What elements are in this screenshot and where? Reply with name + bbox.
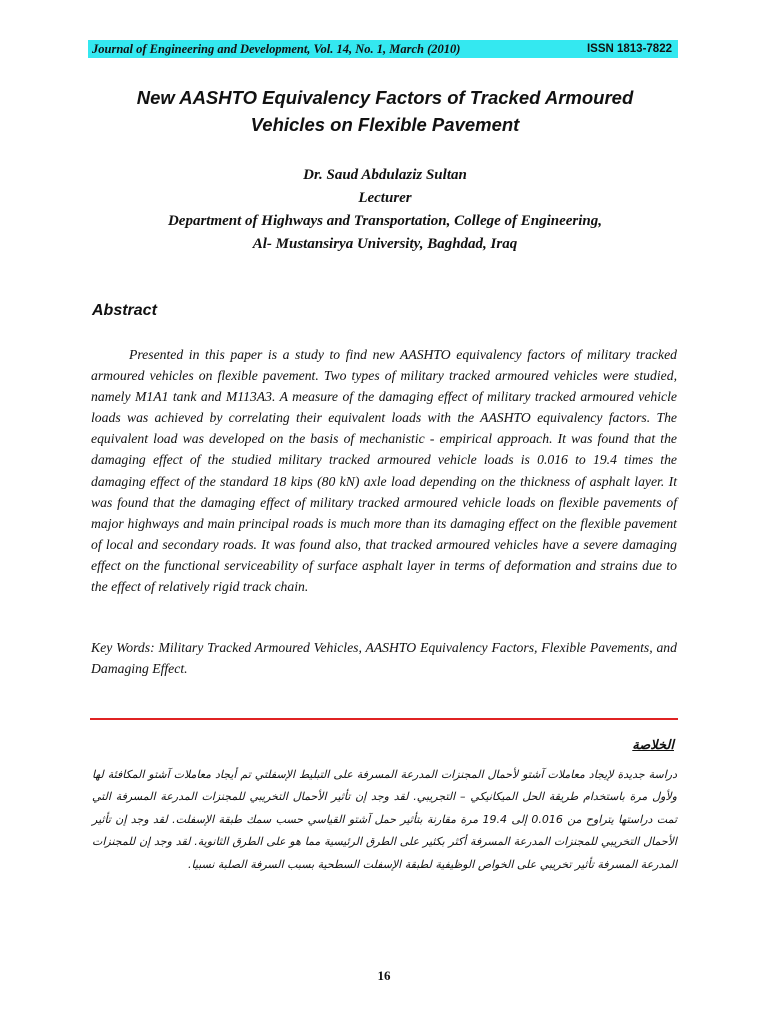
abstract-heading: Abstract xyxy=(92,302,157,319)
author-name: Dr. Saud Abdulaziz Sultan xyxy=(303,167,467,183)
author-position: Lecturer xyxy=(358,190,412,206)
paper-title xyxy=(90,84,680,138)
issn: ISSN 1813-7822 xyxy=(586,43,672,55)
title-line-1: New AASHTO Equivalency Factors of Tracked Armoured xyxy=(136,87,634,108)
journal-header xyxy=(88,40,678,58)
author-department: Department of Highways and Transportation, College of Engineering, xyxy=(167,213,603,229)
author-university: Al- Mustansirya University, Baghdad, Iraq xyxy=(252,236,518,252)
abstract-body: Presented in this paper is a study to find new AASHTO equivalency factors of military tracked armoured vehicles on flexible pavement. Two types of military tracked armoured vehicles were studied, namely M1A1 tank and M113A3. A measure of the damaging effect of military tracked armoured vehicle loads was achieved by correlating their equivalent loads with the AASHTO equivalency factors. The equivalent load was developed on the basis of mechanistic - empirical approach. It was found that the damaging effect of the studied military tracked armoured vehicle loads is 0.016 to 19.4 times the damaging effect of the standard 18 kips (80 kN) axle load depending on the thickness of asphalt layer. It was found that the damaging effect of military tracked armoured vehicle loads on flexible pavements of major highways and main principal roads is much more than its damaging effect on the flexible pavement of local and secondary roads. It was found also, that tracked armoured vehicles have a severe damaging effect on the functional serviceability of surface asphalt layer in terms of deformation and strains due to the effect of relatively rigid track chain. xyxy=(91,347,677,595)
journal-citation: Journal of Engineering and Development, Vol. 14, No. 1, March (2010) xyxy=(92,41,461,56)
section-divider xyxy=(90,718,678,720)
keywords: Key Words: Military Tracked Armoured Vehicles, AASHTO Equivalency Factors, Flexible Pavements, and Damaging Effect. xyxy=(91,640,677,677)
arabic-abstract-heading: الخلاصة xyxy=(632,738,674,753)
page-number: 16 xyxy=(377,968,391,983)
author-block xyxy=(90,164,680,256)
arabic-abstract-body: دراسة جديدة لإيجاد معاملات آشتو لأحمال المجنزات المدرعة المسرفة على التبليط الإسفلتي تم أيجاد معاملات آشتو المكافئة لها ولأول مرة باستخدام طريقة الحل الميكانيكي – التجريبي. لقد وجد إن تأثير الأحمال التخريبي للمجنزات المدرعة المسرفة التي تمت دراستها يتراوح من 0.016 إلى 19.4 مرة مقارنة بتأثير حمل آشتو القياسي حسب سمك طبقة الإسفلت. لقد وجد إن تأثير الأحمال التخريبي للمجنزات المدرعة المسرفة أكثر بكثير على الطرق الرئيسية مما هو على الطرق الثانوية. لقد وجد إن للمجنزات المدرعة المسرفة تأثير تخريبي على الخواص الوظيفية لطبقة الإسفلت السطحية بسبب السرفة الصلبة نسبيا. xyxy=(92,768,678,871)
title-line-2: Vehicles on Flexible Pavement xyxy=(250,114,520,135)
